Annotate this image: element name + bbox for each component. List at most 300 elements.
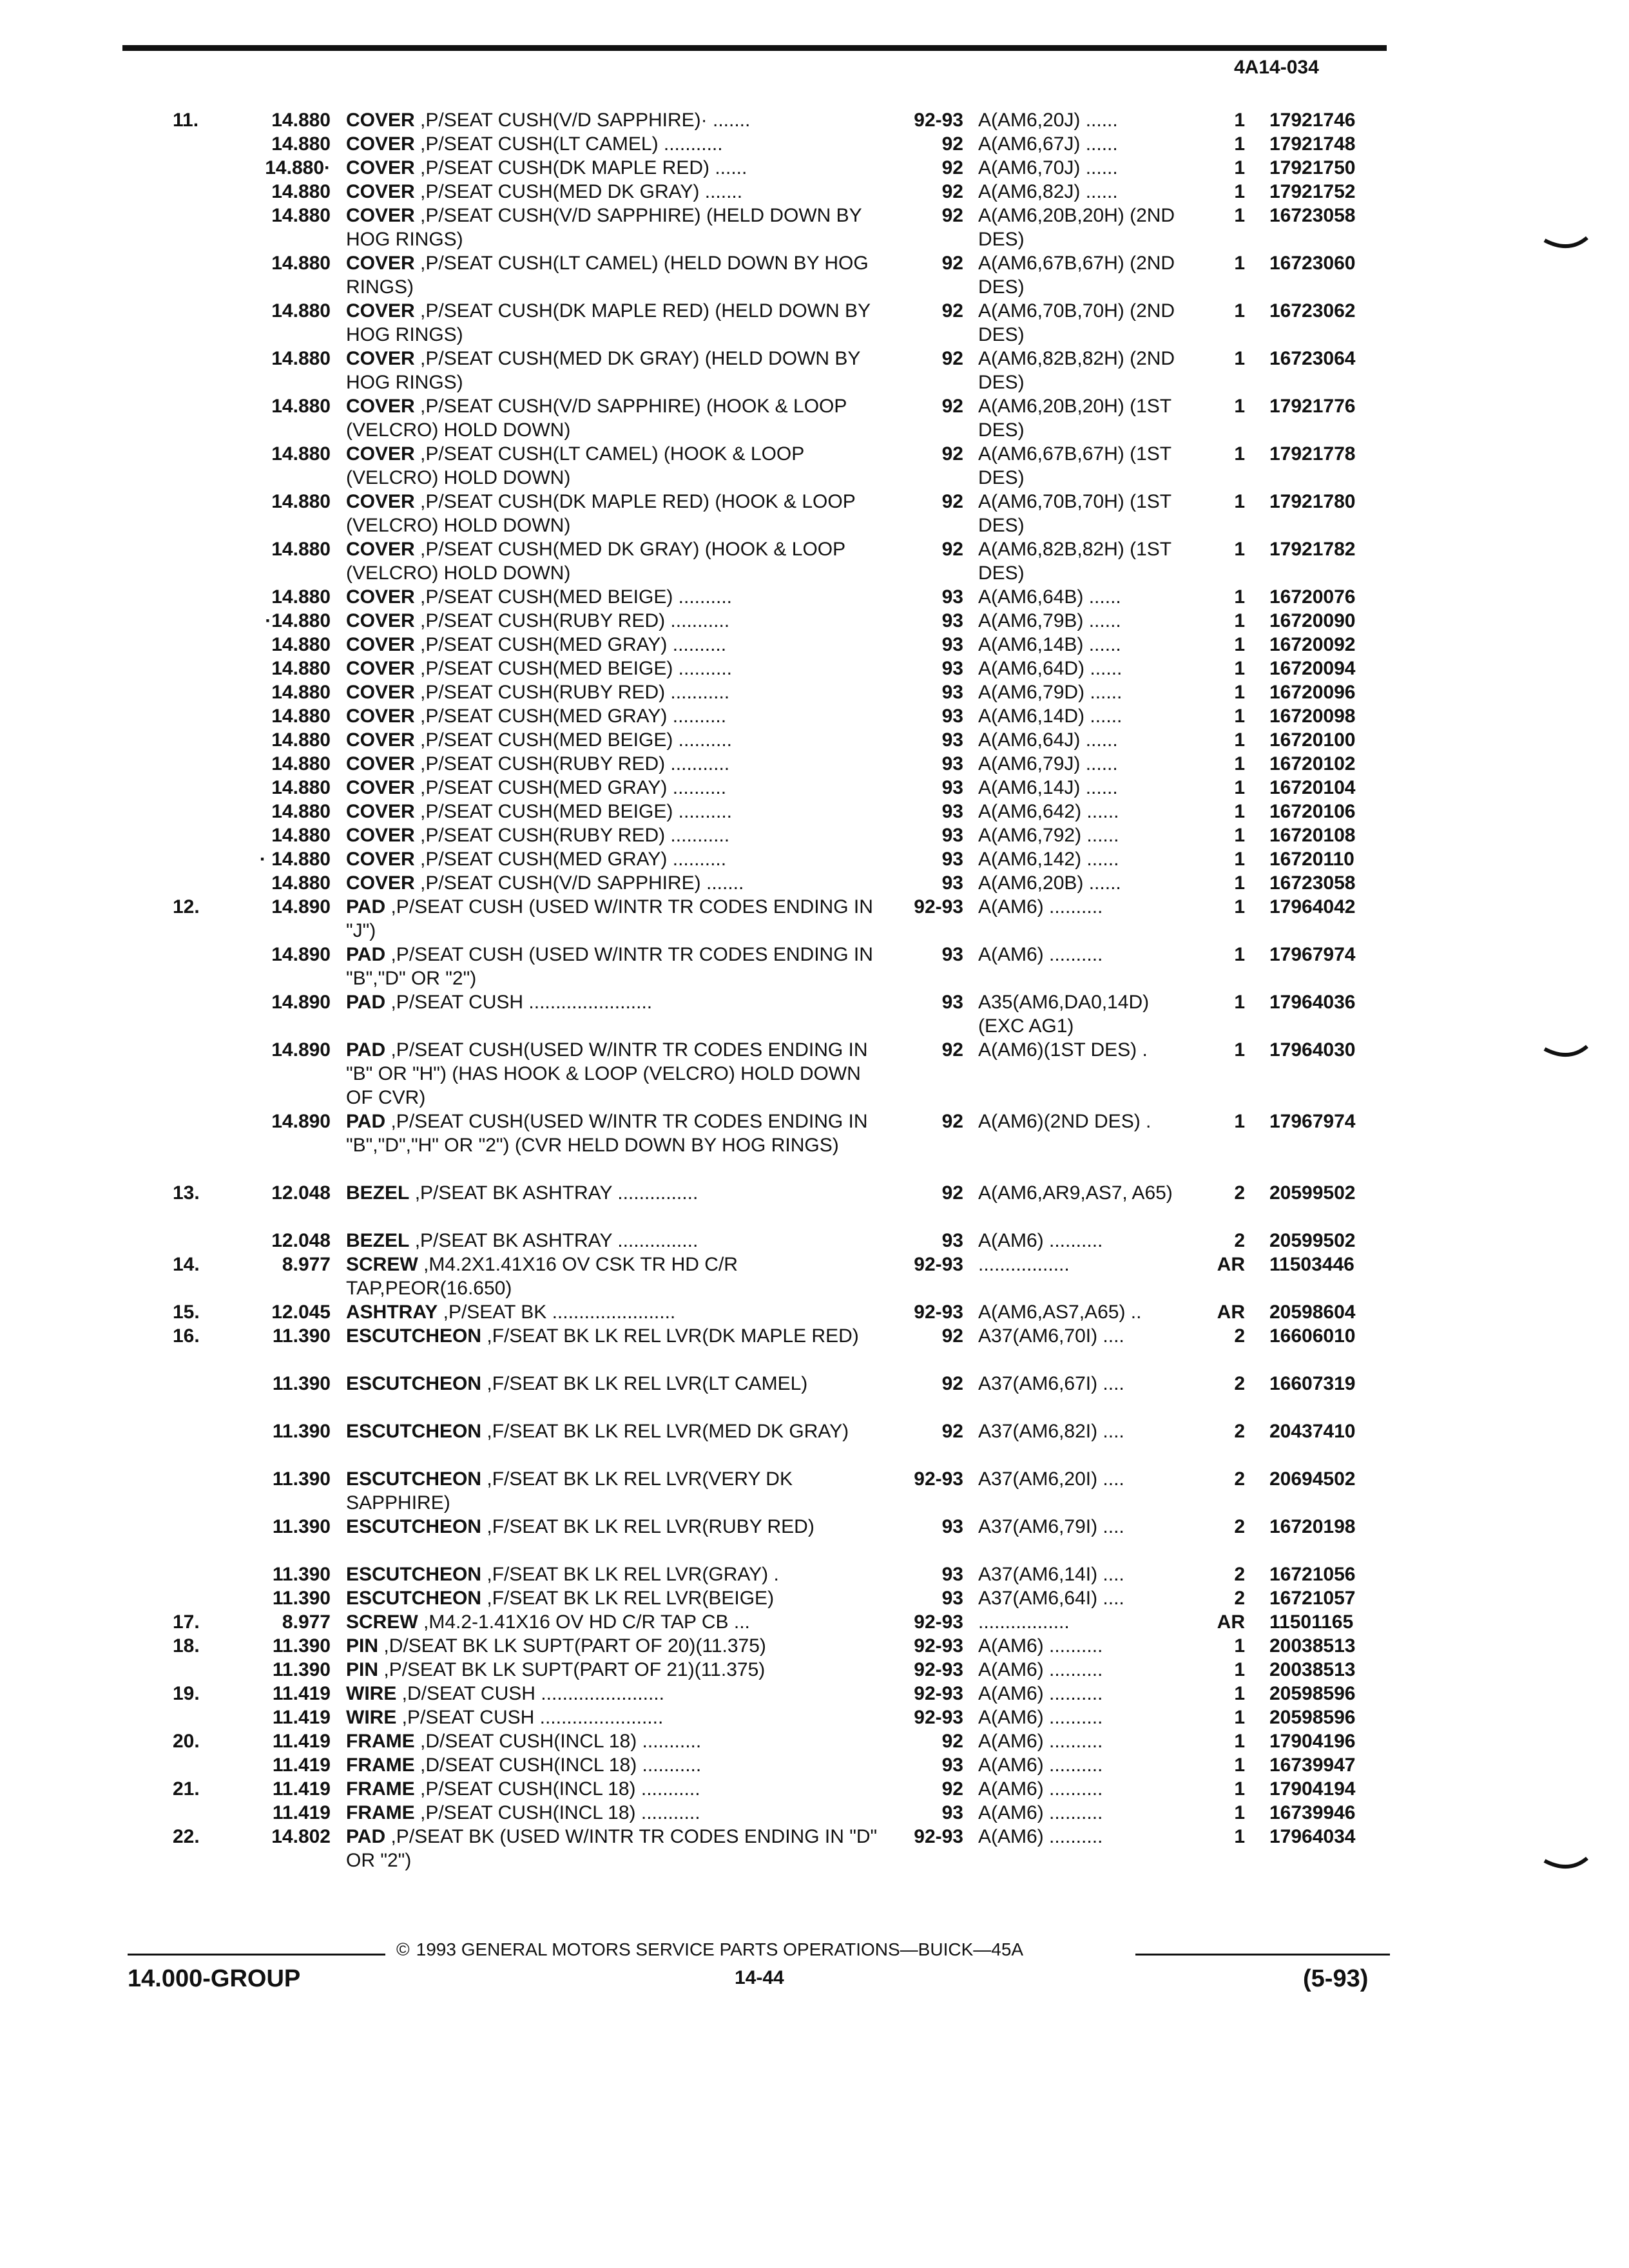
description	[346, 1682, 882, 1706]
group-number: 11.390	[272, 1588, 331, 1609]
description	[346, 156, 882, 180]
application: A37(AM6,70I) ....	[978, 1325, 1124, 1347]
application: A(AM6) ..........	[978, 1754, 1103, 1776]
application: A35(AM6,DA0,14D) (EXC AG1)	[978, 992, 1150, 1037]
table-row	[0, 633, 1629, 657]
model-year: 92-93	[914, 1683, 963, 1704]
table-row	[0, 1562, 1629, 1586]
item-number: 19.	[173, 1683, 200, 1704]
table-row	[0, 800, 1629, 823]
model-year: 93	[941, 825, 963, 846]
part-number: 16720106	[1269, 801, 1356, 822]
group-number: 12.048	[271, 1230, 331, 1251]
part-name: COVER	[346, 539, 415, 560]
model-year: 93	[941, 992, 963, 1013]
part-number: 16739946	[1269, 1802, 1356, 1823]
table-row	[0, 1825, 1629, 1872]
table-row	[0, 871, 1629, 895]
application: A(AM6) ..........	[978, 1707, 1103, 1728]
application: A(AM6,70B,70H) (2ND DES)	[978, 300, 1175, 345]
group-number: 14.890	[271, 992, 331, 1013]
part-detail: ,P/SEAT CUSH(RUBY RED) ...........	[420, 753, 730, 774]
quantity: 1	[1234, 682, 1245, 703]
application: .................	[978, 1254, 1070, 1275]
part-name: COVER	[346, 348, 415, 369]
description	[346, 1110, 882, 1157]
group-number: 14.890	[271, 944, 331, 965]
part-detail: ,P/SEAT CUSH(INCL 18) ...........	[420, 1778, 700, 1800]
group-number: 14.880·	[265, 157, 331, 178]
application: A(AM6,642) ......	[978, 801, 1119, 822]
application: A(AM6) ..........	[978, 1802, 1103, 1823]
part-number: 16720096	[1269, 682, 1356, 703]
application: A(AM6,AR9,AS7, A65)	[978, 1182, 1173, 1204]
group-number: 11.419	[272, 1802, 331, 1823]
part-detail: ,F/SEAT BK LK REL LVR(GRAY) .	[487, 1564, 779, 1585]
part-name: COVER	[346, 133, 415, 155]
part-number: 17967974	[1269, 944, 1356, 965]
binding-tick-mark	[1543, 1856, 1588, 1875]
part-number: 16723058	[1269, 872, 1356, 894]
part-name: COVER	[346, 443, 415, 465]
part-detail: ,F/SEAT BK LK REL LVR(MED DK GRAY)	[487, 1421, 849, 1442]
application: .................	[978, 1611, 1070, 1633]
part-detail: ,F/SEAT BK LK REL LVR(VERY DK SAPPHIRE)	[346, 1468, 793, 1514]
part-name: ESCUTCHEON	[346, 1516, 482, 1537]
application: A37(AM6,82I) ....	[978, 1421, 1124, 1442]
description	[346, 1324, 882, 1348]
model-year: 92	[941, 1039, 963, 1061]
part-name: ESCUTCHEON	[346, 1325, 482, 1347]
part-name: FRAME	[346, 1754, 415, 1776]
part-detail: ,P/SEAT CUSH(MED DK GRAY) (HELD DOWN BY HOG RINGS)	[346, 348, 860, 393]
model-year: 92	[941, 396, 963, 417]
model-year: 93	[941, 753, 963, 774]
table-row	[0, 1181, 1629, 1229]
part-detail: ,D/SEAT BK LK SUPT(PART OF 20)(11.375)	[383, 1635, 766, 1657]
part-name: FRAME	[346, 1778, 415, 1800]
description	[346, 1706, 882, 1729]
part-number: 17921746	[1269, 110, 1356, 131]
part-number: 20598596	[1269, 1707, 1356, 1728]
group-number: 8.977	[282, 1611, 331, 1633]
table-row	[0, 108, 1629, 132]
part-name: COVER	[346, 777, 415, 798]
description	[346, 1253, 882, 1300]
part-number: 16720108	[1269, 825, 1356, 846]
quantity: 1	[1234, 253, 1245, 274]
model-year: 93	[941, 1516, 963, 1537]
quantity: 2	[1234, 1421, 1245, 1442]
group-number: 11.390	[272, 1659, 331, 1680]
item-number: 16.	[173, 1325, 200, 1347]
table-row	[0, 132, 1629, 156]
item-number: 11.	[173, 110, 199, 131]
description	[346, 895, 882, 943]
description	[346, 180, 882, 204]
application: A(AM6,67J) ......	[978, 133, 1118, 155]
part-detail: ,M4.2X1.41X16 OV CSK TR HD C/R TAP,PEOR(16.650)	[346, 1254, 738, 1299]
model-year: 92	[941, 1111, 963, 1132]
table-row	[0, 1229, 1629, 1253]
part-detail: ,P/SEAT CUSH(V/D SAPPHIRE) .......	[420, 872, 744, 894]
item-number: 17.	[173, 1611, 200, 1633]
part-detail: ,P/SEAT CUSH(MED GRAY) ..........	[420, 777, 727, 798]
application: A37(AM6,14I) ....	[978, 1564, 1124, 1585]
table-row	[0, 347, 1629, 394]
part-detail: ,P/SEAT CUSH(USED W/INTR TR CODES ENDING IN "B" OR "H") (HAS HOOK & LOOP (VELCRO) HOLD DOWN OF CVR)	[346, 1039, 868, 1108]
model-year: 92	[941, 157, 963, 178]
quantity: 1	[1234, 1754, 1245, 1776]
application: A(AM6,14D) ......	[978, 706, 1123, 727]
quantity: AR	[1217, 1254, 1245, 1275]
part-detail: ,P/SEAT CUSH .......................	[401, 1707, 664, 1728]
part-name: COVER	[346, 300, 415, 322]
model-year: 92	[941, 491, 963, 512]
group-number: 14.890	[271, 1111, 331, 1132]
group-number: 14.880	[271, 658, 331, 679]
quantity: 1	[1234, 491, 1245, 512]
application: A(AM6,14J) ......	[978, 777, 1118, 798]
model-year: 92-93	[914, 1659, 963, 1680]
part-name: PAD	[346, 1039, 386, 1061]
part-detail: ,D/SEAT CUSH .......................	[401, 1683, 664, 1704]
part-number: 17967974	[1269, 1111, 1356, 1132]
group-number: 14.802	[271, 1826, 331, 1847]
part-detail: ,P/SEAT CUSH(MED BEIGE) ..........	[420, 658, 733, 679]
part-detail: ,P/SEAT CUSH(MED GRAY) ..........	[420, 634, 727, 655]
quantity: 1	[1234, 586, 1245, 608]
quantity: 2	[1234, 1230, 1245, 1251]
model-year: 93	[941, 682, 963, 703]
application: A(AM6) ..........	[978, 1635, 1103, 1657]
application: A(AM6) ..........	[978, 1778, 1103, 1800]
part-name: SCREW	[346, 1611, 418, 1633]
description	[346, 680, 882, 704]
group-number: 11.419	[272, 1683, 331, 1704]
application: A37(AM6,20I) ....	[978, 1468, 1124, 1490]
part-name: COVER	[346, 801, 415, 822]
table-row	[0, 204, 1629, 251]
part-detail: ,P/SEAT CUSH(LT CAMEL) ...........	[420, 133, 723, 155]
part-name: COVER	[346, 586, 415, 608]
description	[346, 1467, 882, 1515]
table-row	[0, 1038, 1629, 1110]
table-row	[0, 1729, 1629, 1753]
quantity: 1	[1234, 300, 1245, 322]
part-detail: ,P/SEAT BK LK SUPT(PART OF 21)(11.375)	[383, 1659, 766, 1680]
footer-rule-left	[128, 1954, 385, 1956]
table-row	[0, 609, 1629, 633]
quantity: 1	[1234, 110, 1245, 131]
group-number: 14.880	[271, 777, 331, 798]
application: A(AM6,20B,20H) (1ST DES)	[978, 396, 1171, 441]
model-year: 92-93	[914, 896, 963, 918]
description	[346, 1801, 882, 1825]
copyright-text: 1993 GENERAL MOTORS SERVICE PARTS OPERATIONS—BUICK—45A	[416, 1939, 1024, 1959]
quantity: 1	[1234, 634, 1245, 655]
table-row	[0, 394, 1629, 442]
part-number: 20599502	[1269, 1182, 1356, 1204]
group-number: 14.880	[271, 348, 331, 369]
part-name: COVER	[346, 658, 415, 679]
quantity: 1	[1234, 157, 1245, 178]
part-name: PAD	[346, 1111, 386, 1132]
group-number: 11.390	[272, 1373, 331, 1394]
quantity: 2	[1234, 1182, 1245, 1204]
model-year: 92	[941, 181, 963, 202]
part-name: COVER	[346, 729, 415, 751]
application: A(AM6,82B,82H) (2ND DES)	[978, 348, 1175, 393]
group-number: 14.880	[271, 682, 331, 703]
part-number: 16720076	[1269, 586, 1356, 608]
application: A(AM6) ..........	[978, 1826, 1103, 1847]
model-year: 92-93	[914, 1707, 963, 1728]
group-number: 14.880	[271, 586, 331, 608]
application: A(AM6,64D) ......	[978, 658, 1123, 679]
part-name: BEZEL	[346, 1230, 410, 1251]
quantity: AR	[1217, 1611, 1245, 1633]
part-name: COVER	[346, 110, 415, 131]
quantity: 1	[1234, 1039, 1245, 1061]
group-number: 14.880	[271, 133, 331, 155]
quantity: 1	[1234, 729, 1245, 751]
footer-date: (5-93)	[1303, 1965, 1369, 1992]
description	[346, 728, 882, 752]
part-detail: ,P/SEAT CUSH(DK MAPLE RED) (HOOK & LOOP (VELCRO) HOLD DOWN)	[346, 491, 856, 536]
model-year: 92	[941, 443, 963, 465]
group-number: 14.880	[271, 205, 331, 226]
description	[346, 609, 882, 633]
quantity: AR	[1217, 1302, 1245, 1323]
table-row	[0, 490, 1629, 537]
model-year: 92	[941, 253, 963, 274]
model-year: 92-93	[914, 1611, 963, 1633]
table-row	[0, 1634, 1629, 1658]
quantity: 1	[1234, 1111, 1245, 1132]
group-number: 11.390	[272, 1421, 331, 1442]
part-number: 16723064	[1269, 348, 1356, 369]
model-year: 93	[941, 1230, 963, 1251]
part-name: COVER	[346, 610, 415, 631]
part-name: COVER	[346, 634, 415, 655]
part-number: 17921780	[1269, 491, 1356, 512]
part-name: COVER	[346, 872, 415, 894]
part-name: FRAME	[346, 1731, 415, 1752]
part-detail: ,P/SEAT CUSH (USED W/INTR TR CODES ENDING IN "J")	[346, 896, 873, 941]
item-number: 15.	[173, 1302, 200, 1323]
part-name: ESCUTCHEON	[346, 1564, 482, 1585]
group-number: 14.880	[271, 872, 331, 894]
application: A(AM6,20B) ......	[978, 872, 1121, 894]
model-year: 92	[941, 539, 963, 560]
item-number: 12.	[173, 896, 200, 918]
description	[346, 1038, 882, 1110]
description	[346, 657, 882, 680]
part-name: COVER	[346, 491, 415, 512]
group-number: 14.880	[271, 729, 331, 751]
application: A(AM6,14B) ......	[978, 634, 1121, 655]
table-row	[0, 585, 1629, 609]
application: A(AM6) ..........	[978, 1230, 1103, 1251]
table-row	[0, 1706, 1629, 1729]
part-number: 20038513	[1269, 1659, 1356, 1680]
model-year: 93	[941, 1754, 963, 1776]
quantity: 1	[1234, 1635, 1245, 1657]
part-detail: ,P/SEAT BK .......................	[443, 1302, 676, 1323]
table-row	[0, 1467, 1629, 1515]
application: A(AM6,70B,70H) (1ST DES)	[978, 491, 1171, 536]
quantity: 1	[1234, 1731, 1245, 1752]
application: A(AM6,AS7,A65) ..	[978, 1302, 1142, 1323]
table-row	[0, 251, 1629, 299]
part-name: FRAME	[346, 1802, 415, 1823]
quantity: 1	[1234, 896, 1245, 918]
model-year: 93	[941, 706, 963, 727]
application: A(AM6,67B,67H) (2ND DES)	[978, 253, 1175, 298]
part-number: 17921782	[1269, 539, 1356, 560]
group-number: 11.419	[272, 1778, 331, 1800]
part-number: 11503446	[1269, 1254, 1354, 1275]
part-name: PIN	[346, 1659, 379, 1680]
part-detail: ,P/SEAT CUSH(MED GRAY) ..........	[420, 849, 727, 870]
group-number: 12.045	[271, 1302, 331, 1323]
description	[346, 537, 882, 585]
part-detail: ,P/SEAT CUSH(MED DK GRAY) (HOOK & LOOP (VELCRO) HOLD DOWN)	[346, 539, 845, 584]
part-detail: ,P/SEAT CUSH(RUBY RED) ...........	[420, 682, 730, 703]
model-year: 93	[941, 1588, 963, 1609]
part-name: PAD	[346, 1826, 386, 1847]
quantity: 2	[1234, 1325, 1245, 1347]
quantity: 1	[1234, 205, 1245, 226]
group-number: 14.880	[271, 181, 331, 202]
quantity: 1	[1234, 658, 1245, 679]
table-row	[0, 895, 1629, 943]
model-year: 92	[941, 1778, 963, 1800]
part-number: 20599502	[1269, 1230, 1356, 1251]
part-detail: ,P/SEAT CUSH .......................	[390, 992, 653, 1013]
table-row	[0, 943, 1629, 990]
group-number: 14.880	[271, 753, 331, 774]
description	[346, 299, 882, 347]
page-code: 4A14-034	[1234, 57, 1319, 78]
application: A(AM6)(2ND DES) .	[978, 1111, 1152, 1132]
quantity: 1	[1234, 1683, 1245, 1704]
group-number: 11.390	[272, 1635, 331, 1657]
part-number: 16721057	[1269, 1588, 1356, 1609]
description	[346, 490, 882, 537]
quantity: 2	[1234, 1373, 1245, 1394]
part-number: 17964034	[1269, 1826, 1356, 1847]
part-detail: ,P/SEAT CUSH(DK MAPLE RED) ......	[420, 157, 747, 178]
description	[346, 132, 882, 156]
part-detail: ,D/SEAT CUSH(INCL 18) ...........	[420, 1731, 702, 1752]
part-detail: ,P/SEAT BK ASHTRAY ...............	[414, 1182, 699, 1204]
model-year: 92	[941, 133, 963, 155]
quantity: 1	[1234, 753, 1245, 774]
model-year: 92	[941, 1373, 963, 1394]
part-number: 17964042	[1269, 896, 1356, 918]
part-number: 17921750	[1269, 157, 1356, 178]
group-number: 14.880	[271, 443, 331, 465]
quantity: 2	[1234, 1588, 1245, 1609]
part-number: 16720092	[1269, 634, 1356, 655]
part-detail: ,P/SEAT CUSH(INCL 18) ...........	[420, 1802, 700, 1823]
part-number: 17921776	[1269, 396, 1356, 417]
group-number: 8.977	[282, 1254, 331, 1275]
table-row	[0, 680, 1629, 704]
group-number: 11.390	[272, 1468, 331, 1490]
group-number: 14.880	[271, 539, 331, 560]
part-detail: ,F/SEAT BK LK REL LVR(DK MAPLE RED)	[487, 1325, 859, 1347]
part-name: COVER	[346, 849, 415, 870]
model-year: 93	[941, 777, 963, 798]
quantity: 1	[1234, 872, 1245, 894]
part-name: COVER	[346, 205, 415, 226]
part-name: ESCUTCHEON	[346, 1468, 482, 1490]
part-detail: ,P/SEAT CUSH(MED DK GRAY) .......	[420, 181, 743, 202]
model-year: 93	[941, 610, 963, 631]
description	[346, 1229, 882, 1253]
quantity: 1	[1234, 1707, 1245, 1728]
part-number: 16723060	[1269, 253, 1356, 274]
application: A(AM6,64J) ......	[978, 729, 1118, 751]
group-number: 11.419	[272, 1707, 331, 1728]
item-number: 20.	[173, 1731, 200, 1752]
part-number: 16720110	[1269, 849, 1354, 870]
table-row	[0, 299, 1629, 347]
group-number: 14.880	[271, 825, 331, 846]
group-number: 12.048	[271, 1182, 331, 1204]
model-year: 92-93	[914, 1635, 963, 1657]
application: A(AM6) ..........	[978, 1731, 1103, 1752]
description	[346, 1181, 882, 1205]
description	[346, 776, 882, 800]
part-name: COVER	[346, 753, 415, 774]
quantity: 1	[1234, 992, 1245, 1013]
binding-tick-mark	[1543, 1044, 1588, 1063]
part-name: COVER	[346, 706, 415, 727]
application: A(AM6,82B,82H) (1ST DES)	[978, 539, 1171, 584]
group-number: 14.890	[271, 896, 331, 918]
part-number: 20598604	[1269, 1302, 1356, 1323]
description	[346, 800, 882, 823]
application: A37(AM6,64I) ....	[978, 1588, 1124, 1609]
group-number: · 14.880	[259, 849, 331, 870]
model-year: 93	[941, 634, 963, 655]
part-name: ESCUTCHEON	[346, 1588, 482, 1609]
group-number: 14.880	[271, 396, 331, 417]
quantity: 1	[1234, 133, 1245, 155]
application: A(AM6) ..........	[978, 896, 1103, 918]
part-detail: ,P/SEAT CUSH(MED BEIGE) ..........	[420, 586, 733, 608]
table-row	[0, 1658, 1629, 1682]
quantity: 1	[1234, 777, 1245, 798]
application: A(AM6,20J) ......	[978, 110, 1118, 131]
description	[346, 1610, 882, 1634]
description	[346, 1753, 882, 1777]
quantity: 2	[1234, 1516, 1245, 1537]
description	[346, 442, 882, 490]
group-number: 14.890	[271, 1039, 331, 1061]
description	[346, 1419, 882, 1443]
group-number: 14.880	[271, 634, 331, 655]
group-number: 11.390	[272, 1325, 331, 1347]
model-year: 92-93	[914, 1826, 963, 1847]
group-number: 14.880	[271, 801, 331, 822]
model-year: 92	[941, 1182, 963, 1204]
part-number: 16723062	[1269, 300, 1356, 322]
